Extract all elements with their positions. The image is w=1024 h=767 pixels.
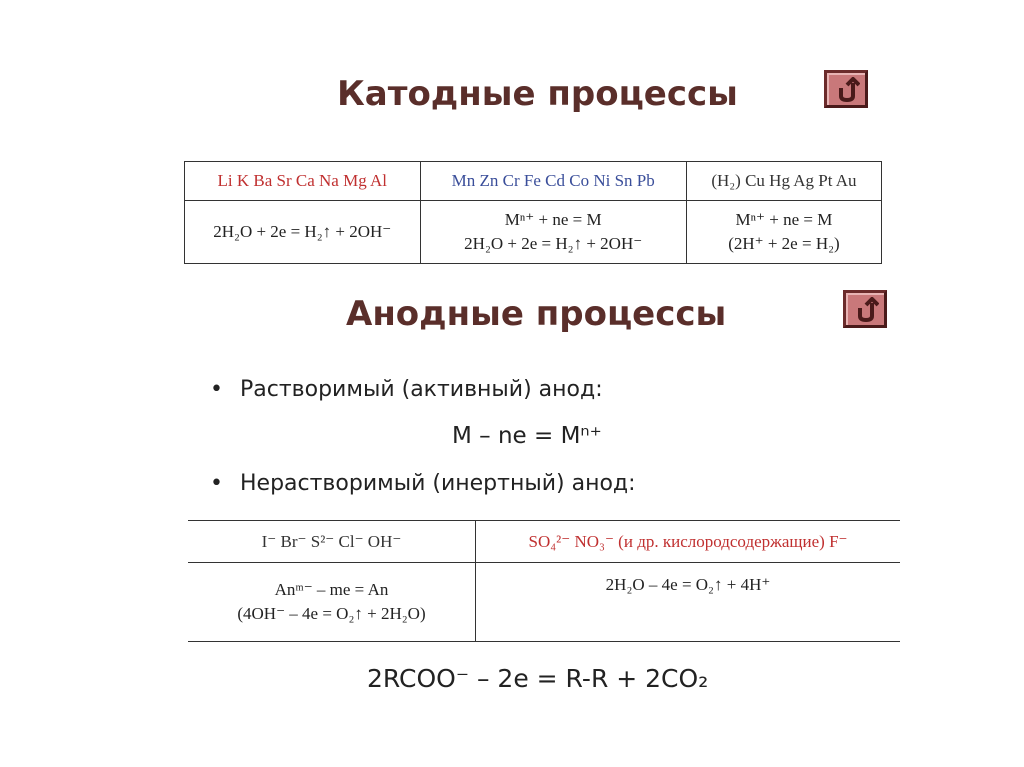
cathode-equation-row	[185, 201, 882, 264]
anode-eq-oxygen-free	[188, 563, 476, 642]
cathode-header-row	[185, 162, 882, 201]
anode-equation-row	[188, 563, 900, 642]
anions-oxygen-containing: SO₄²⁻ NO₃⁻ (и др. кислородсодержащие) F⁻	[476, 521, 901, 563]
cathode-eq-low-2: (2H⁺ + 2e = H₂)	[728, 234, 840, 253]
return-button[interactable]	[843, 290, 887, 328]
anode-table	[188, 520, 900, 642]
bullet-dot: •	[210, 471, 223, 496]
cathode-eq-low-1: Mⁿ⁺ + ne = M	[735, 210, 833, 229]
insoluble-anode-label: Нерастворимый (инертный) анод:	[240, 471, 636, 496]
cathode-table	[184, 161, 882, 264]
anions-oxygen-free: I⁻ Br⁻ S²⁻ Cl⁻ OH⁻	[188, 521, 476, 563]
soluble-anode-formula: M – ne = Mⁿ⁺	[452, 423, 602, 449]
bullet-dot: •	[210, 377, 223, 402]
return-arrow-icon	[834, 77, 860, 103]
anode-eq-oxygen-free-2: (4OH⁻ – 4e = O₂↑ + 2H₂O)	[237, 604, 426, 623]
cathode-eq-active: 2H₂O + 2e = H₂↑ + 2OH⁻	[185, 201, 421, 264]
anode-eq-oxygen-free-1: Anᵐ⁻ – me = An	[274, 580, 389, 599]
cathode-eq-medium	[420, 201, 686, 264]
soluble-anode-label: Растворимый (активный) анод:	[240, 377, 603, 402]
return-button[interactable]	[824, 70, 868, 108]
cathode-eq-medium-2: 2H₂O + 2e = H₂↑ + 2OH⁻	[464, 234, 643, 253]
kolbe-formula: 2RCOO⁻ – 2e = R-R + 2CO₂	[367, 664, 709, 693]
cathode-eq-low	[686, 201, 881, 264]
metals-low: (H₂) Cu Hg Ag Pt Au	[686, 162, 881, 201]
anode-header-row	[188, 521, 900, 563]
metals-medium: Mn Zn Cr Fe Cd Co Ni Sn Pb	[420, 162, 686, 201]
bullet-soluble-anode	[210, 377, 603, 402]
cathode-eq-medium-1: Mⁿ⁺ + ne = M	[504, 210, 602, 229]
return-arrow-icon	[853, 297, 879, 323]
metals-active: Li K Ba Sr Ca Na Mg Al	[185, 162, 421, 201]
cathode-title: Катодные процессы	[337, 74, 738, 114]
anode-title: Анодные процессы	[346, 294, 727, 334]
anode-eq-oxygen-containing: 2H₂O – 4e = O₂↑ + 4H⁺	[476, 563, 901, 642]
bullet-insoluble-anode	[210, 471, 636, 496]
